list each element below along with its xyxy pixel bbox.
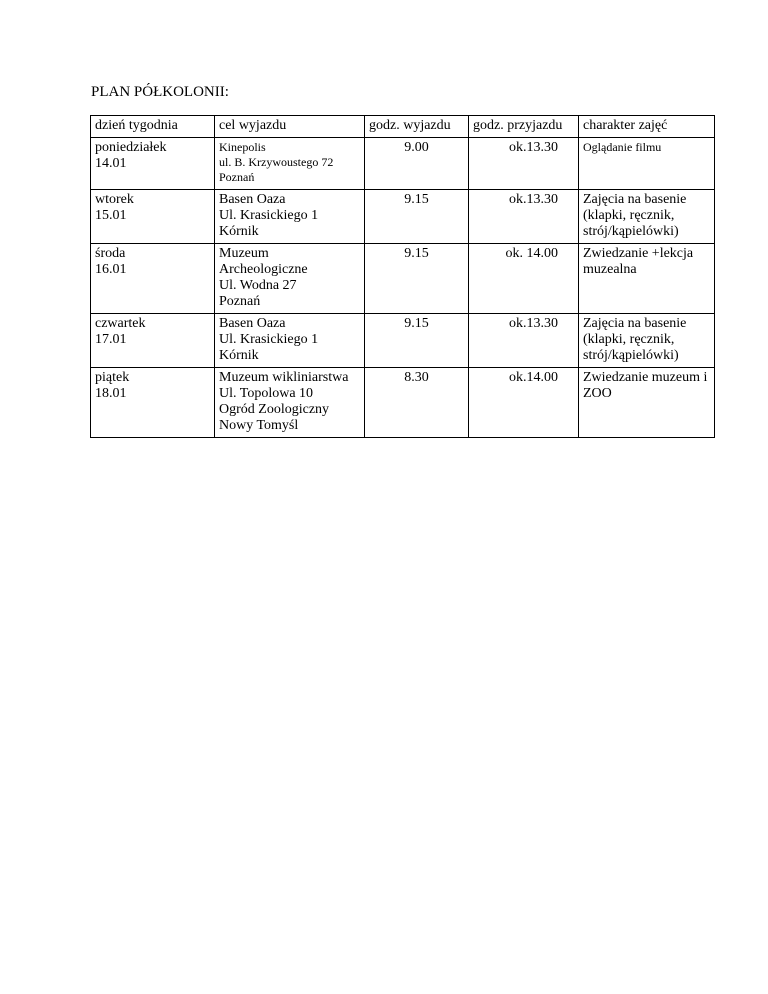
arrival-time: ok.14.00 [469, 368, 579, 438]
table-row [91, 190, 715, 244]
table-header-row [91, 116, 715, 138]
schedule-table [90, 115, 715, 438]
destination-cell [215, 368, 365, 438]
arrival-time: ok.13.30 [469, 314, 579, 368]
destination-line: Ul. Wodna 27 [219, 278, 297, 293]
day-name: piątek [95, 370, 130, 385]
day-name: wtorek [95, 192, 134, 207]
destination-cell [215, 314, 365, 368]
departure-time: 9.15 [365, 190, 469, 244]
destination-line: ul. B. Krzywoustego 72 [219, 155, 334, 169]
arrival-time: ok. 14.00 [469, 244, 579, 314]
destination-line: Poznań [219, 170, 255, 184]
arrival-time: ok.13.30 [469, 190, 579, 244]
activity-cell: Oglądanie filmu [579, 138, 715, 190]
destination-line: Muzeum wikliniarstwa [219, 370, 349, 385]
destination-line: Ul. Krasickiego 1 [219, 208, 319, 223]
day-cell [91, 314, 215, 368]
departure-time: 9.15 [365, 244, 469, 314]
day-date: 15.01 [95, 208, 127, 223]
activity-cell: Zwiedzanie +lekcja muzealna [579, 244, 715, 314]
day-date: 18.01 [95, 386, 127, 401]
arrival-time: ok.13.30 [469, 138, 579, 190]
destination-line: Kinepolis [219, 140, 266, 154]
day-date: 17.01 [95, 332, 127, 347]
destination-line: Ul. Krasickiego 1 [219, 332, 319, 347]
destination-line: Muzeum [219, 246, 269, 261]
activity-cell: Zwiedzanie muzeum i ZOO [579, 368, 715, 438]
destination-cell [215, 244, 365, 314]
table-row [91, 138, 715, 190]
destination-line: Poznań [219, 294, 261, 309]
destination-line: Kórnik [219, 348, 259, 363]
destination-line: Basen Oaza [219, 316, 286, 331]
departure-time: 9.00 [365, 138, 469, 190]
day-date: 16.01 [95, 262, 127, 277]
header-day: dzień tygodnia [91, 116, 215, 138]
departure-time: 8.30 [365, 368, 469, 438]
day-name: środa [95, 246, 126, 261]
departure-time: 9.15 [365, 314, 469, 368]
table-row [91, 368, 715, 438]
table-row [91, 314, 715, 368]
table-row [91, 244, 715, 314]
header-arrival: godz. przyjazdu [469, 116, 579, 138]
destination-line: Nowy Tomyśl [219, 418, 299, 433]
destination-line: Basen Oaza [219, 192, 286, 207]
day-date: 14.01 [95, 156, 127, 171]
document-title: PLAN PÓŁKOLONII: [91, 84, 229, 100]
destination-cell [215, 190, 365, 244]
day-cell [91, 244, 215, 314]
header-activity: charakter zajęć [579, 116, 715, 138]
destination-cell [215, 138, 365, 190]
destination-line: Kórnik [219, 224, 259, 239]
destination-line: Ogród Zoologiczny [219, 402, 330, 417]
destination-line: Archeologiczne [219, 262, 308, 277]
activity-cell: Zajęcia na basenie (klapki, ręcznik, strój/kąpielówki) [579, 314, 715, 368]
day-name: poniedziałek [95, 140, 167, 155]
header-departure: godz. wyjazdu [365, 116, 469, 138]
header-destination: cel wyjazdu [215, 116, 365, 138]
day-name: czwartek [95, 316, 146, 331]
activity-cell: Zajęcia na basenie (klapki, ręcznik, strój/kąpielówki) [579, 190, 715, 244]
destination-line: Ul. Topolowa 10 [219, 386, 314, 401]
day-cell [91, 190, 215, 244]
day-cell [91, 138, 215, 190]
day-cell [91, 368, 215, 438]
